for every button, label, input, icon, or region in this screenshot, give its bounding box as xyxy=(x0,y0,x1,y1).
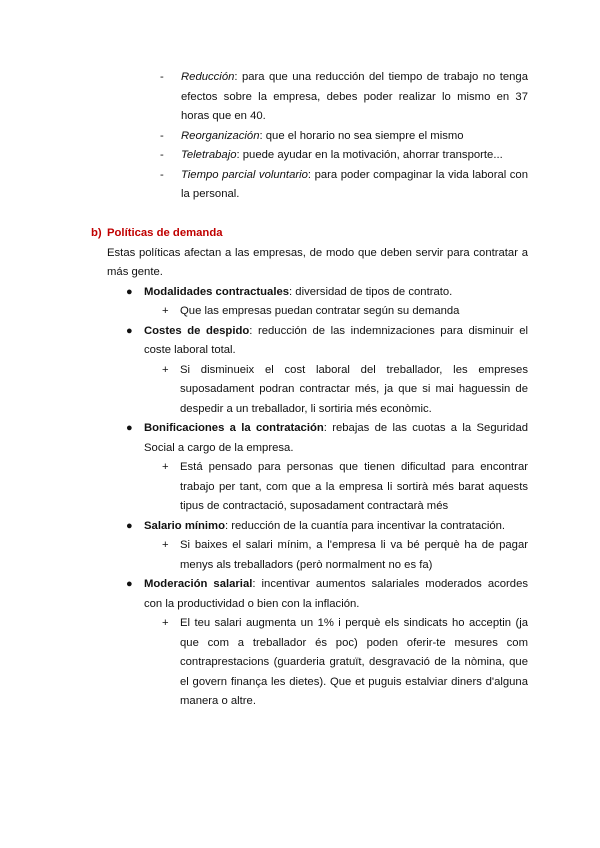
bullet-item xyxy=(126,283,528,303)
section-letter: b) xyxy=(91,227,102,239)
item-term: Tiempo parcial voluntario xyxy=(181,168,308,181)
bullet-term: Modalidades contractuales xyxy=(144,285,290,298)
bullet-dot-icon: ● xyxy=(126,285,133,298)
bullet-term: Bonificaciones a la contratación xyxy=(144,422,324,434)
bullet-text: : reducción de la cuantía para incentivar la contratación. xyxy=(224,519,506,532)
dash-list xyxy=(160,68,528,205)
item-text: : puede ayudar en la motivación, ahorrar transporte... xyxy=(236,149,503,161)
item-term: Reducción xyxy=(181,71,235,83)
dash-marker: - xyxy=(160,168,164,181)
dash-marker: - xyxy=(160,149,164,161)
bullet-term: Moderación salarial xyxy=(144,578,253,590)
list-item xyxy=(160,166,528,205)
bullet-text: : incentivar aumentos salariales moderados acordes con la productividad o bien con la inflación. xyxy=(144,578,529,610)
bullet-dot-icon: ● xyxy=(126,324,133,337)
list-item xyxy=(160,68,528,127)
bullet-term: Costes de despido xyxy=(144,324,250,337)
plus-marker: + xyxy=(162,461,169,473)
bullet-text: : reducción de las indemnizaciones para disminuir el coste laboral total. xyxy=(144,324,528,356)
sub-item xyxy=(162,458,528,517)
bullet-text: : rebajas de las cuotas a la Seguridad Social a cargo de la empresa. xyxy=(144,422,529,454)
sub-text: El teu salari augmenta un 1% i perquè els sindicats ho acceptin (ja que com a treballador és poc) poden oferir-te mesures com contraprestacions (guarderia gratuït, desgravació de la nòmina, que el govern finança les dietes). Que et puguis estalviar diners d'alguna manera o altre. xyxy=(180,617,528,707)
bullet-item xyxy=(126,419,529,458)
item-text: : para poder compaginar la vida laboral con la personal. xyxy=(181,168,529,200)
section-title: Políticas de demanda xyxy=(107,227,223,239)
item-term: Reorganización xyxy=(181,129,260,142)
list-item xyxy=(160,127,528,147)
section-heading xyxy=(91,224,528,244)
section-intro: Estas políticas afectan a las empresas, de modo que deben servir para contratar a más gente. xyxy=(107,246,528,278)
dash-marker: - xyxy=(160,129,164,142)
sub-item xyxy=(162,614,528,712)
plus-marker: + xyxy=(162,617,169,629)
bullet-item xyxy=(126,517,528,537)
plus-marker: + xyxy=(162,363,169,376)
sub-item xyxy=(162,302,528,322)
plus-marker: + xyxy=(162,305,169,317)
bullet-item xyxy=(126,575,529,614)
sub-item xyxy=(162,536,528,575)
item-term: Teletrabajo xyxy=(181,149,237,161)
bullet-dot-icon: ● xyxy=(126,578,133,590)
dash-marker: - xyxy=(160,71,164,83)
sub-text: Si baixes el salari mínim, a l'empresa li va bé perquè ha de pagar menys als treballadors (però normalment no es fa) xyxy=(180,539,528,571)
item-text: : para que una reducción del tiempo de trabajo no tenga efectos sobre la empresa, debes poder realizar lo mismo en 37 horas que en 40. xyxy=(181,71,528,122)
item-text: : que el horario no sea siempre el mismo xyxy=(259,129,464,142)
bullet-term: Salario mínimo xyxy=(144,519,225,532)
bullet-text: : diversidad de tipos de contrato. xyxy=(289,285,453,298)
sub-text: Si disminueix el cost laboral del treballador, les empreses suposadament podran contractar més, ja que si mai haguessin de despedir a un treballador, li sortiria més econòmic. xyxy=(180,363,528,415)
bullet-item xyxy=(126,322,528,361)
sub-text: Que las empresas puedan contratar según su demanda xyxy=(180,305,460,317)
section-demand-policies xyxy=(91,224,528,712)
plus-marker: + xyxy=(162,539,169,551)
bullet-dot-icon: ● xyxy=(126,519,133,532)
list-item xyxy=(160,146,528,166)
bullet-dot-icon: ● xyxy=(126,422,133,434)
sub-item xyxy=(162,361,528,420)
sub-text: Está pensado para personas que tienen dificultad para encontrar trabajo per tant, com que a la empresa li sortirà més barat aquests tipus de contractació, suposadament contractarà més xyxy=(180,461,528,512)
